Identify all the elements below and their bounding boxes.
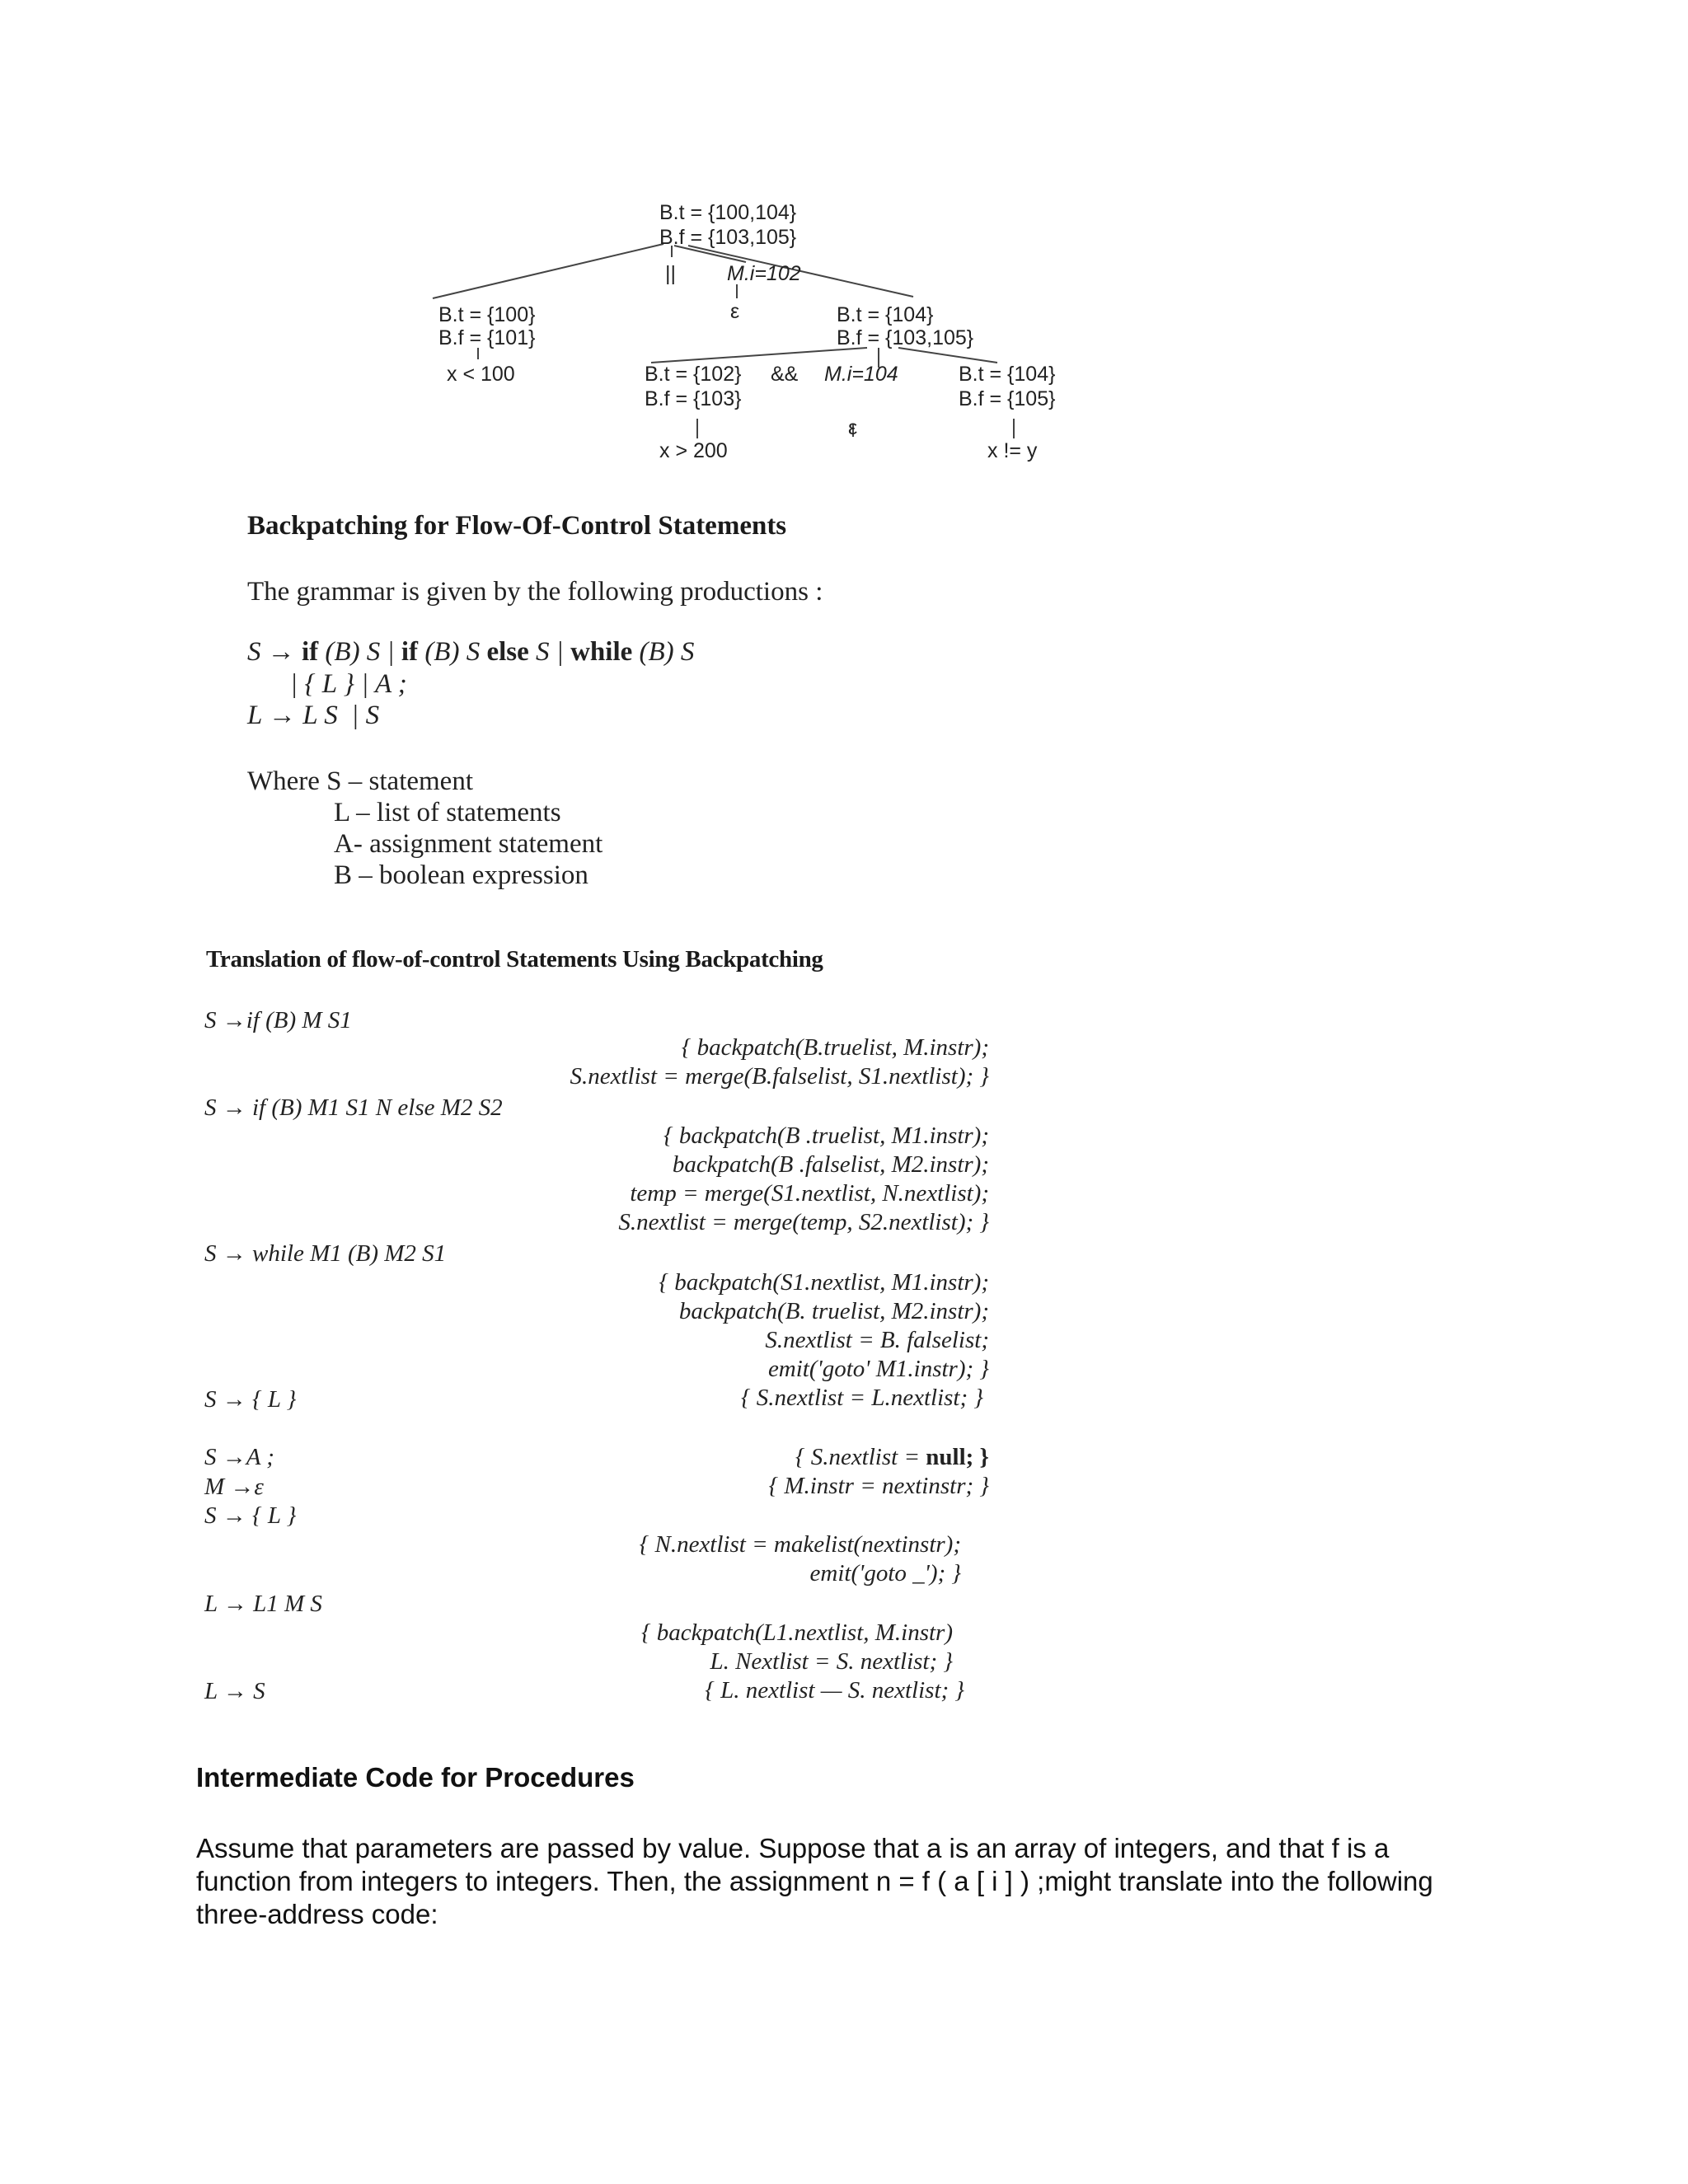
- action-assign: { S.nextlist = null; }: [795, 1444, 989, 1470]
- action-list-2: L. Nextlist = S. nextlist; }: [710, 1648, 953, 1675]
- section-heading-procedures: Intermediate Code for Procedures: [196, 1762, 635, 1793]
- production-block-2: S → { L }: [204, 1502, 297, 1529]
- action-ifelse-3: temp = merge(S1.nextlist, N.nextlist);: [630, 1180, 989, 1207]
- where-line-1: Where S – statement: [247, 766, 473, 796]
- action-ifelse-1: { backpatch(B .truelist, M1.instr);: [663, 1122, 989, 1149]
- grammar-line-2: | { L } | A ;: [290, 669, 407, 699]
- rl-falselist: B.f = {103}: [645, 387, 742, 410]
- and-operator: &&: [771, 363, 799, 386]
- production-assign: S →A ;: [204, 1444, 274, 1470]
- production-block: S → { L }: [204, 1386, 297, 1413]
- where-line-4: B – boolean expression: [334, 860, 588, 890]
- action-if-2: S.nextlist = merge(B.falselist, S1.nextlist); }: [570, 1063, 989, 1090]
- rr-falselist: B.f = {105}: [959, 387, 1056, 410]
- production-while: S → while M1 (B) M2 S1: [204, 1240, 447, 1267]
- translation-heading: Translation of flow-of-control Statements Using Backpatching: [206, 946, 823, 972]
- production-if: S →if (B) M S1: [204, 1007, 352, 1033]
- action-n-1: { N.nextlist = makelist(nextinstr);: [639, 1531, 961, 1558]
- rr-expression: x != y: [987, 439, 1038, 462]
- action-list-3: { L. nextlist — S. nextlist; }: [705, 1677, 964, 1704]
- section-heading-backpatching: Backpatching for Flow-Of-Control Statements: [247, 511, 787, 541]
- left-falselist: B.f = {101}: [438, 326, 536, 349]
- production-if-else: S → if (B) M1 S1 N else M2 S2: [204, 1094, 503, 1121]
- action-while-3: S.nextlist = B. falselist;: [765, 1327, 989, 1353]
- tree-edges: [0, 0, 1688, 494]
- root-falselist: B.f = {103,105}: [659, 226, 797, 249]
- action-ifelse-4: S.nextlist = merge(temp, S2.nextlist); }: [618, 1209, 989, 1235]
- production-list: L → L1 M S: [204, 1591, 322, 1617]
- grammar-line-1: S → if (B) S | if (B) S else S | while (B) S: [247, 637, 695, 667]
- action-if-1: { backpatch(B.truelist, M.instr);: [681, 1034, 989, 1061]
- grammar-line-3: L → L S | S: [247, 701, 380, 730]
- right-falselist: B.f = {103,105}: [837, 326, 974, 349]
- rl-truelist: B.t = {102}: [645, 363, 742, 386]
- action-list-1: { backpatch(L1.nextlist, M.instr): [640, 1619, 953, 1646]
- left-truelist: B.t = {100}: [438, 303, 536, 326]
- production-marker: M →ε: [204, 1474, 264, 1500]
- procedures-paragraph: Assume that parameters are passed by value. Suppose that a is an array of integers, and that f is a function from integers to integers. Then, the assignment n = f ( a [ i ] ) ;might translate into the following three-address code:: [196, 1833, 1433, 1929]
- marker-m-102: M.i=102: [727, 262, 801, 285]
- action-while-2: backpatch(B. truelist, M2.instr);: [678, 1298, 989, 1324]
- where-line-3: A- assignment statement: [334, 829, 603, 859]
- rr-truelist: B.t = {104}: [959, 363, 1056, 386]
- action-marker: { M.instr = nextinstr; }: [768, 1473, 989, 1499]
- action-block: { S.nextlist = L.nextlist; }: [740, 1385, 983, 1411]
- action-n-2: emit('goto _'); }: [809, 1560, 961, 1586]
- rl-expression: x > 200: [659, 439, 728, 462]
- production-list-single: L → S: [204, 1678, 265, 1704]
- epsilon-1: ε: [730, 300, 740, 323]
- epsilon-2: ε: [848, 416, 858, 439]
- marker-m-104: M.i=104: [824, 363, 898, 386]
- left-expression: x < 100: [447, 363, 515, 386]
- action-while-4: emit('goto' M1.instr); }: [767, 1356, 989, 1382]
- root-truelist: B.t = {100,104}: [659, 201, 797, 224]
- or-operator: ||: [665, 262, 676, 285]
- action-ifelse-2: backpatch(B .falselist, M2.instr);: [672, 1151, 989, 1178]
- grammar-intro: The grammar is given by the following productions :: [247, 577, 823, 607]
- action-while-1: { backpatch(S1.nextlist, M1.instr);: [659, 1269, 989, 1296]
- right-truelist: B.t = {104}: [837, 303, 934, 326]
- where-line-2: L – list of statements: [334, 798, 561, 827]
